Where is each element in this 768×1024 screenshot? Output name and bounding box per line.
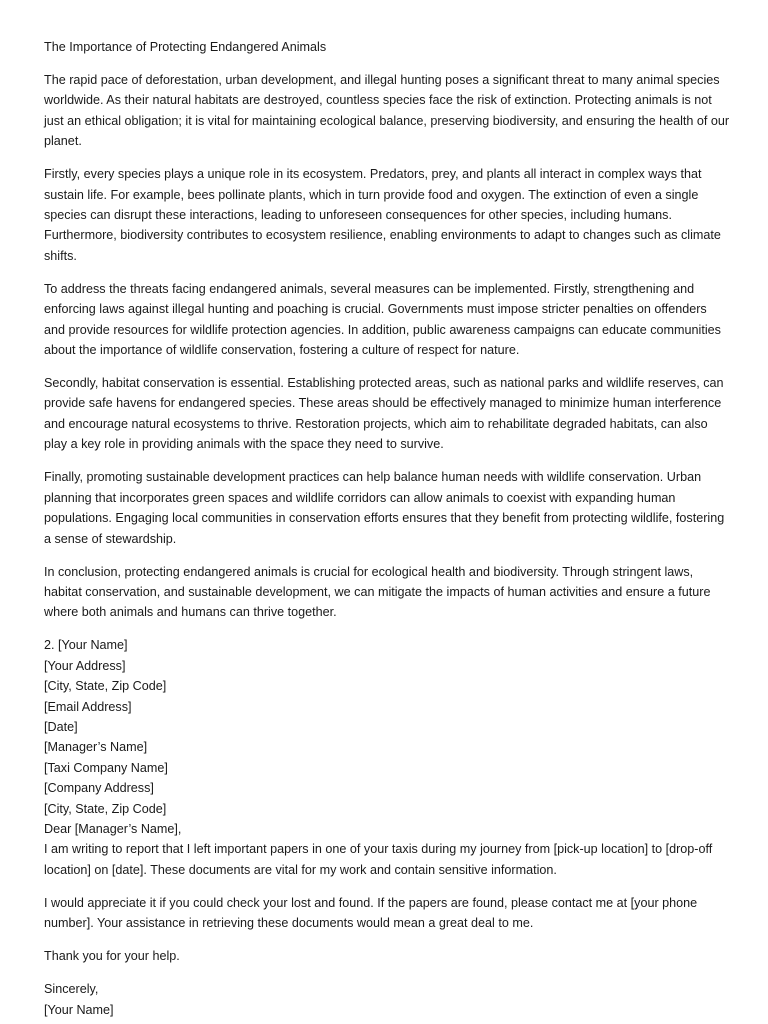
letter-recipient-company: [Taxi Company Name] <box>44 760 168 775</box>
letter-body-paragraph-2: I would appreciate it if you could check your lost and found. If the papers are found, please contact me at [your phone number]. Your assistance in retrieving these documents would mean a great deal to me. <box>44 895 698 931</box>
letter-sender-address: [Your Address] <box>44 658 126 673</box>
essay-paragraph-6: In conclusion, protecting endangered animals is crucial for ecological health and biodiversity. Through stringent laws, habitat conservation, and sustainable development, we can mitigate the impacts of human activities and ensure a future where both animals and humans can thrive together. <box>44 564 711 620</box>
letter-header <box>44 635 730 839</box>
essay-paragraph-1: The rapid pace of deforestation, urban development, and illegal hunting poses a significant threat to many animal species worldwide. As their natural habitats are destroyed, countless species face the risk of extinction. Protecting animals is not just an ethical obligation; it is vital for maintaining ecological balance, preserving biodiversity, and ensuring the health of our planet. <box>44 73 730 149</box>
letter-closing: Sincerely, <box>44 982 99 997</box>
essay-paragraph-4: Secondly, habitat conservation is essential. Establishing protected areas, such as national parks and wildlife reserves, can provide safe havens for endangered species. These areas should be effectively managed to minimize human interference and encourage natural ecosystems to thrive. Restoration projects, which aim to rehabilitate degraded habitats, can also play a key role in providing animals with the space they need to survive. <box>44 376 724 452</box>
letter-body-paragraph-3: Thank you for your help. <box>44 949 180 964</box>
letter-signoff <box>44 979 730 1020</box>
letter-sender-city: [City, State, Zip Code] <box>44 679 167 694</box>
letter-date: [Date] <box>44 719 78 734</box>
letter-body-paragraph-1: I am writing to report that I left important papers in one of your taxis during my journey from [pick-up location] to [drop-off location] on [date]. These documents are vital for my work and contain sensitive information. <box>44 842 713 877</box>
letter-recipient-city: [City, State, Zip Code] <box>44 801 167 816</box>
essay-paragraph-3: To address the threats facing endangered animals, several measures can be implemented. Firstly, strengthening and enforcing laws against illegal hunting and poaching is crucial. Governments must impose stricter penalties on offenders and provide resources for wildlife protection agencies. In addition, public awareness campaigns can educate communities about the importance of wildlife conservation, fostering a culture of respect for nature. <box>44 281 721 358</box>
letter-signature: [Your Name] <box>44 1002 114 1017</box>
essay-paragraph-5: Finally, promoting sustainable development practices can help balance human needs with wildlife conservation. Urban planning that incorporates green spaces and wildlife corridors can allow animals to coexist with expanding human populations. Engaging local communities in conservation efforts ensures that they benefit from protecting wildlife, fostering a sense of stewardship. <box>44 470 725 546</box>
document-title: The Importance of Protecting Endangered Animals <box>44 40 327 54</box>
letter-sender-name: 2. [Your Name] <box>44 638 128 653</box>
essay-paragraph-2: Firstly, every species plays a unique role in its ecosystem. Predators, prey, and plants all interact in complex ways that sustain life. For example, bees pollinate plants, which in turn provide food and oxygen. The extinction of even a single species can disrupt these interactions, leading to unforeseen consequences for other species, including humans. Furthermore, biodiversity contributes to ecosystem resilience, enabling environments to adapt to changes such as climate shifts. <box>44 167 721 263</box>
letter-salutation: Dear [Manager’s Name], <box>44 821 182 836</box>
letter-sender-email: [Email Address] <box>44 699 132 714</box>
letter-recipient-address: [Company Address] <box>44 781 154 796</box>
letter-recipient-name: [Manager’s Name] <box>44 740 148 755</box>
